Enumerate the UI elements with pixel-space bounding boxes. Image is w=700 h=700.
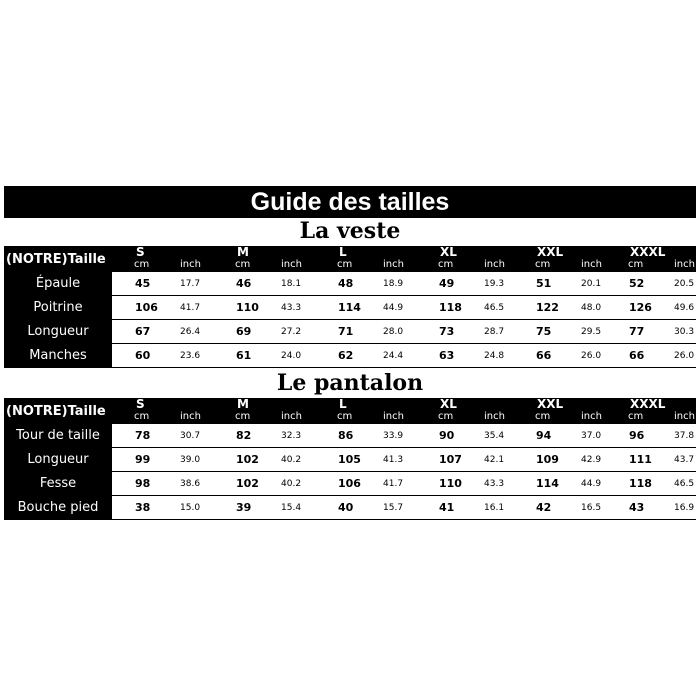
value-inch: 20.1	[581, 278, 602, 289]
value-inch: 20.5	[674, 278, 695, 289]
jacket-section-title: La veste	[299, 218, 401, 244]
value-cm: 40	[338, 501, 354, 514]
pants-size-table	[4, 398, 696, 520]
value-inch: 16.5	[581, 502, 602, 513]
unit-cm-heading: cm	[438, 259, 454, 270]
unit-cm-heading: cm	[628, 259, 644, 270]
value-cm: 90	[439, 429, 455, 442]
value-inch: 38.6	[180, 478, 201, 489]
size-heading-l: L	[339, 245, 347, 259]
value-inch: 43.7	[674, 454, 695, 465]
value-cm: 126	[629, 301, 652, 314]
value-cm: 48	[338, 277, 354, 290]
size-header-label: (NOTRE)Taille	[6, 251, 106, 267]
value-inch: 18.1	[281, 278, 302, 289]
size-heading-xxl: XXL	[537, 245, 564, 259]
value-cm: 110	[236, 301, 259, 314]
value-inch: 24.4	[383, 350, 404, 361]
value-inch: 44.9	[581, 478, 602, 489]
row-label: Fesse	[4, 472, 112, 495]
value-inch: 40.2	[281, 478, 302, 489]
value-inch: 44.9	[383, 302, 404, 313]
value-inch: 26.0	[581, 350, 602, 361]
value-cm: 86	[338, 429, 354, 442]
unit-cm-heading: cm	[535, 411, 551, 422]
value-inch: 19.3	[484, 278, 505, 289]
unit-inch-heading: inch	[281, 411, 302, 422]
value-cm: 82	[236, 429, 252, 442]
value-cm: 107	[439, 453, 462, 466]
unit-inch-heading: inch	[180, 259, 201, 270]
value-inch: 29.5	[581, 326, 602, 337]
size-heading-m: M	[237, 245, 249, 259]
value-inch: 33.9	[383, 430, 404, 441]
value-cm: 75	[536, 325, 552, 338]
unit-inch-heading: inch	[581, 259, 602, 270]
value-inch: 26.0	[674, 350, 695, 361]
table-row	[4, 344, 696, 368]
row-label: Bouche pied	[4, 496, 112, 519]
table-row	[4, 496, 696, 520]
value-cm: 42	[536, 501, 552, 514]
table-row	[4, 296, 696, 320]
value-inch: 42.1	[484, 454, 505, 465]
value-inch: 41.3	[383, 454, 404, 465]
unit-inch-heading: inch	[674, 411, 695, 422]
value-cm: 69	[236, 325, 252, 338]
size-heading-xxxl: XXXL	[630, 397, 666, 411]
size-heading-l: L	[339, 397, 347, 411]
value-cm: 77	[629, 325, 645, 338]
row-label: Poitrine	[4, 296, 112, 319]
page-title: Guide des tailles	[4, 186, 696, 218]
value-inch: 24.8	[484, 350, 505, 361]
value-cm: 106	[338, 477, 361, 490]
value-cm: 38	[135, 501, 151, 514]
size-header-label: (NOTRE)Taille	[6, 403, 106, 419]
value-inch: 37.0	[581, 430, 602, 441]
table-row	[4, 448, 696, 472]
value-inch: 42.9	[581, 454, 602, 465]
value-inch: 32.3	[281, 430, 302, 441]
unit-inch-heading: inch	[180, 411, 201, 422]
value-inch: 28.0	[383, 326, 404, 337]
row-label: Tour de taille	[4, 424, 112, 447]
value-cm: 98	[135, 477, 151, 490]
value-cm: 102	[236, 477, 259, 490]
size-heading-s: S	[136, 397, 145, 411]
value-cm: 106	[135, 301, 158, 314]
value-inch: 18.9	[383, 278, 404, 289]
row-label: Manches	[4, 344, 112, 367]
value-inch: 17.7	[180, 278, 201, 289]
size-heading-xxl: XXL	[537, 397, 564, 411]
value-inch: 48.0	[581, 302, 602, 313]
unit-inch-heading: inch	[484, 411, 505, 422]
value-cm: 114	[338, 301, 361, 314]
value-cm: 122	[536, 301, 559, 314]
value-inch: 15.0	[180, 502, 201, 513]
unit-inch-heading: inch	[383, 411, 404, 422]
value-cm: 39	[236, 501, 252, 514]
jacket-size-table	[4, 246, 696, 368]
value-inch: 49.6	[674, 302, 695, 313]
value-cm: 99	[135, 453, 151, 466]
value-inch: 40.2	[281, 454, 302, 465]
size-heading-xxxl: XXXL	[630, 245, 666, 259]
unit-cm-heading: cm	[337, 411, 353, 422]
table-header-row	[4, 398, 696, 424]
unit-inch-heading: inch	[581, 411, 602, 422]
value-inch: 43.3	[484, 478, 505, 489]
value-cm: 52	[629, 277, 645, 290]
size-heading-xl: XL	[440, 245, 457, 259]
value-inch: 46.5	[674, 478, 695, 489]
value-cm: 49	[439, 277, 455, 290]
value-inch: 15.4	[281, 502, 302, 513]
value-cm: 109	[536, 453, 559, 466]
size-heading-xl: XL	[440, 397, 457, 411]
value-cm: 66	[536, 349, 552, 362]
value-cm: 51	[536, 277, 552, 290]
value-cm: 96	[629, 429, 645, 442]
value-inch: 37.8	[674, 430, 695, 441]
value-inch: 23.6	[180, 350, 201, 361]
size-heading-s: S	[136, 245, 145, 259]
value-cm: 61	[236, 349, 252, 362]
value-cm: 111	[629, 453, 652, 466]
size-heading-m: M	[237, 397, 249, 411]
unit-cm-heading: cm	[337, 259, 353, 270]
value-cm: 46	[236, 277, 252, 290]
value-cm: 78	[135, 429, 151, 442]
value-inch: 43.3	[281, 302, 302, 313]
unit-cm-heading: cm	[134, 411, 150, 422]
value-cm: 94	[536, 429, 552, 442]
unit-cm-heading: cm	[628, 411, 644, 422]
unit-inch-heading: inch	[383, 259, 404, 270]
value-cm: 62	[338, 349, 354, 362]
value-inch: 16.9	[674, 502, 695, 513]
value-inch: 41.7	[180, 302, 201, 313]
table-row	[4, 424, 696, 448]
table-row	[4, 472, 696, 496]
value-inch: 26.4	[180, 326, 201, 337]
unit-cm-heading: cm	[235, 411, 251, 422]
row-label: Longueur	[4, 320, 112, 343]
value-cm: 43	[629, 501, 645, 514]
value-inch: 41.7	[383, 478, 404, 489]
table-row	[4, 272, 696, 296]
value-inch: 16.1	[484, 502, 505, 513]
unit-cm-heading: cm	[438, 411, 454, 422]
value-cm: 73	[439, 325, 455, 338]
value-cm: 41	[439, 501, 455, 514]
value-cm: 114	[536, 477, 559, 490]
value-cm: 102	[236, 453, 259, 466]
value-cm: 118	[439, 301, 462, 314]
value-cm: 67	[135, 325, 151, 338]
table-row	[4, 320, 696, 344]
value-inch: 27.2	[281, 326, 302, 337]
value-inch: 28.7	[484, 326, 505, 337]
value-inch: 24.0	[281, 350, 302, 361]
value-inch: 30.7	[180, 430, 201, 441]
row-label: Longueur	[4, 448, 112, 471]
value-cm: 63	[439, 349, 455, 362]
value-cm: 45	[135, 277, 151, 290]
value-inch: 35.4	[484, 430, 505, 441]
unit-cm-heading: cm	[535, 259, 551, 270]
pants-section-title: Le pantalon	[276, 370, 424, 396]
value-cm: 118	[629, 477, 652, 490]
table-header-row	[4, 246, 696, 272]
value-inch: 30.3	[674, 326, 695, 337]
unit-inch-heading: inch	[674, 259, 695, 270]
value-cm: 110	[439, 477, 462, 490]
row-label: Épaule	[4, 272, 112, 295]
value-cm: 66	[629, 349, 645, 362]
unit-inch-heading: inch	[484, 259, 505, 270]
value-inch: 15.7	[383, 502, 404, 513]
unit-inch-heading: inch	[281, 259, 302, 270]
unit-cm-heading: cm	[134, 259, 150, 270]
value-cm: 71	[338, 325, 354, 338]
value-cm: 105	[338, 453, 361, 466]
unit-cm-heading: cm	[235, 259, 251, 270]
value-inch: 46.5	[484, 302, 505, 313]
value-cm: 60	[135, 349, 151, 362]
value-inch: 39.0	[180, 454, 201, 465]
